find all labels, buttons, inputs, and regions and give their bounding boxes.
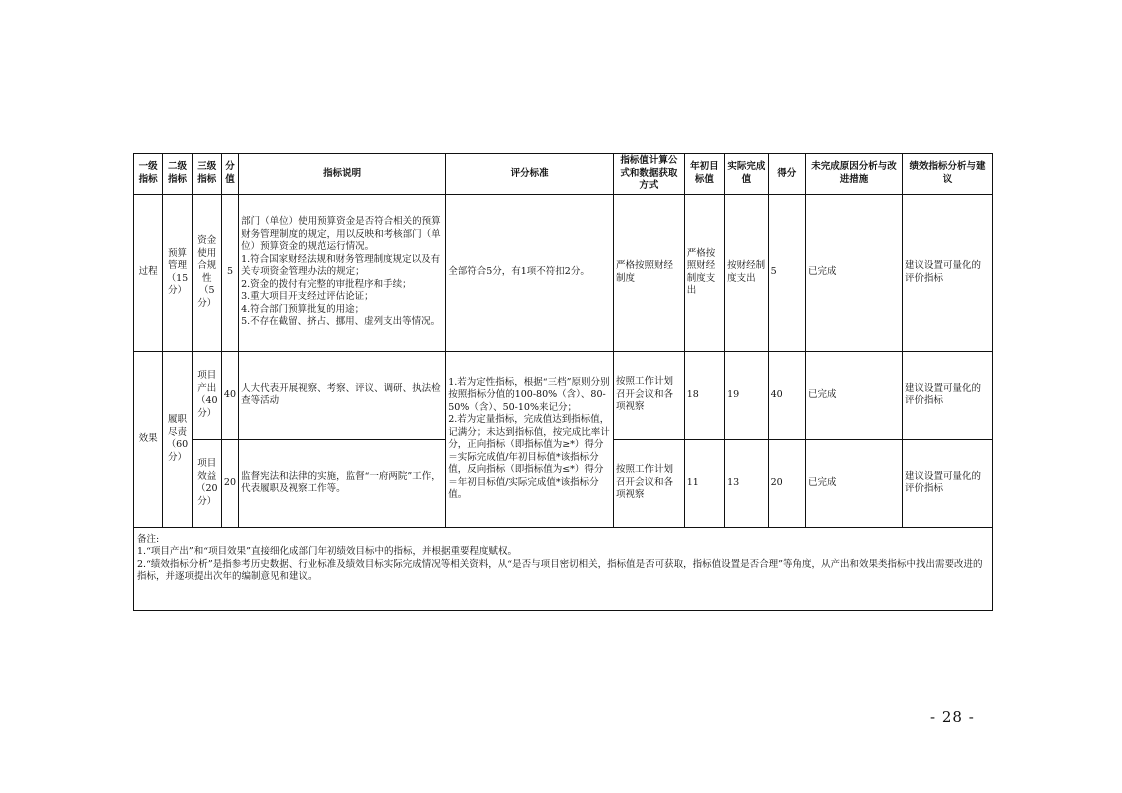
header-score-value: 分值 <box>221 154 238 195</box>
cell-description: 监督宪法和法律的实施，监督“一府两院”工作，代表履职及视察工作等。 <box>239 439 446 527</box>
notes-title: 备注: <box>137 533 160 545</box>
cell-formula: 按照工作计划召开会议和各项视察 <box>613 351 684 439</box>
table-row-process <box>134 194 993 351</box>
cell-level2: 履职尽责（60分） <box>163 351 192 527</box>
header-actual: 实际完成值 <box>725 154 768 195</box>
cell-reason: 已完成 <box>805 194 902 351</box>
cell-criteria: 1.若为定性指标，根据“三档”原则分别按照指标分值的100-80%（含）、80-50%（含）、50-10%来记分； 2.若为定量指标，完成值达到指标值，记满分；未达到指标值，按完成比率计分，正向指标（即指标值为≥*）得分＝实际完成值/年初目标值*该指标分值，反向指标（即指标值为≤*）得分＝年初目标值/实际完成值*该指标分值。 <box>446 351 614 527</box>
cell-score: 5 <box>768 194 805 351</box>
header-description: 指标说明 <box>239 154 446 195</box>
cell-target: 18 <box>684 351 724 439</box>
cell-level1: 效果 <box>134 351 163 527</box>
cell-actual: 13 <box>725 439 768 527</box>
cell-score: 40 <box>768 351 805 439</box>
cell-formula: 严格按照财经制度 <box>613 194 684 351</box>
cell-level2: 预算管理（15分） <box>163 194 192 351</box>
cell-reason: 已完成 <box>805 439 902 527</box>
cell-level3: 项目效益（20分） <box>192 439 221 527</box>
cell-score-value: 5 <box>221 194 238 351</box>
cell-formula: 按照工作计划召开会议和各项视察 <box>613 439 684 527</box>
header-row <box>134 154 993 195</box>
cell-advice: 建议设置可量化的评价指标 <box>902 194 992 351</box>
cell-score-value: 40 <box>221 351 238 439</box>
cell-description: 人大代表开展视察、考察、评议、调研、执法检查等活动 <box>239 351 446 439</box>
cell-score-value: 20 <box>221 439 238 527</box>
header-formula: 指标值计算公式和数据获取方式 <box>613 154 684 195</box>
cell-description: 部门（单位）使用预算资金是否符合相关的预算财务管理制度的规定，用以反映和考核部门（单位）预算资金的规范运行情况。 1.符合国家财经法规和财务管理制度规定以及有关专项资金管理办法的规定； 2.资金的拨付有完整的审批程序和手续； 3.重大项目开支经过评估论证； 4.符合部门预算批复的用途； 5.不存在截留、挤占、挪用、虚列支出等情况。 <box>239 194 446 351</box>
notes-row <box>134 527 993 610</box>
header-level1: 一级指标 <box>134 154 163 195</box>
header-level2: 二级指标 <box>163 154 192 195</box>
cell-score: 20 <box>768 439 805 527</box>
cell-criteria: 全部符合5分，有1项不符扣2分。 <box>446 194 614 351</box>
cell-reason: 已完成 <box>805 351 902 439</box>
cell-level3: 资金使用合规性（5分） <box>192 194 221 351</box>
cell-actual: 按财经制度支出 <box>725 194 768 351</box>
header-target: 年初目标值 <box>684 154 724 195</box>
cell-target: 严格按照财经制度支出 <box>684 194 724 351</box>
header-criteria: 评分标准 <box>446 154 614 195</box>
header-score: 得分 <box>768 154 805 195</box>
header-advice: 绩效指标分析与建议 <box>902 154 992 195</box>
cell-actual: 19 <box>725 351 768 439</box>
page-number: - 28 - <box>930 708 975 726</box>
cell-level3: 项目产出（40分） <box>192 351 221 439</box>
notes-line-2: 2.“绩效指标分析”是指参考历史数据、行业标准及绩效目标实际完成情况等相关资料，从“是否与项目密切相关，指标值是否可获取，指标值设置是否合理”等角度，从产出和效果类指标中找出需要改进的指标，并逐项提出次年的编制意见和建议。 <box>137 558 983 582</box>
header-reason: 未完成原因分析与改进措施 <box>805 154 902 195</box>
notes-cell <box>134 527 993 610</box>
cell-advice: 建议设置可量化的评价指标 <box>902 439 992 527</box>
table-row-output <box>134 351 993 439</box>
performance-evaluation-table <box>133 153 993 611</box>
notes-line-1: 1.“项目产出”和“项目效果”直接细化成部门年初绩效目标中的指标，并根据重要程度赋权。 <box>137 546 517 557</box>
header-level3: 三级指标 <box>192 154 221 195</box>
cell-advice: 建议设置可量化的评价指标 <box>902 351 992 439</box>
cell-target: 11 <box>684 439 724 527</box>
cell-level1: 过程 <box>134 194 163 351</box>
